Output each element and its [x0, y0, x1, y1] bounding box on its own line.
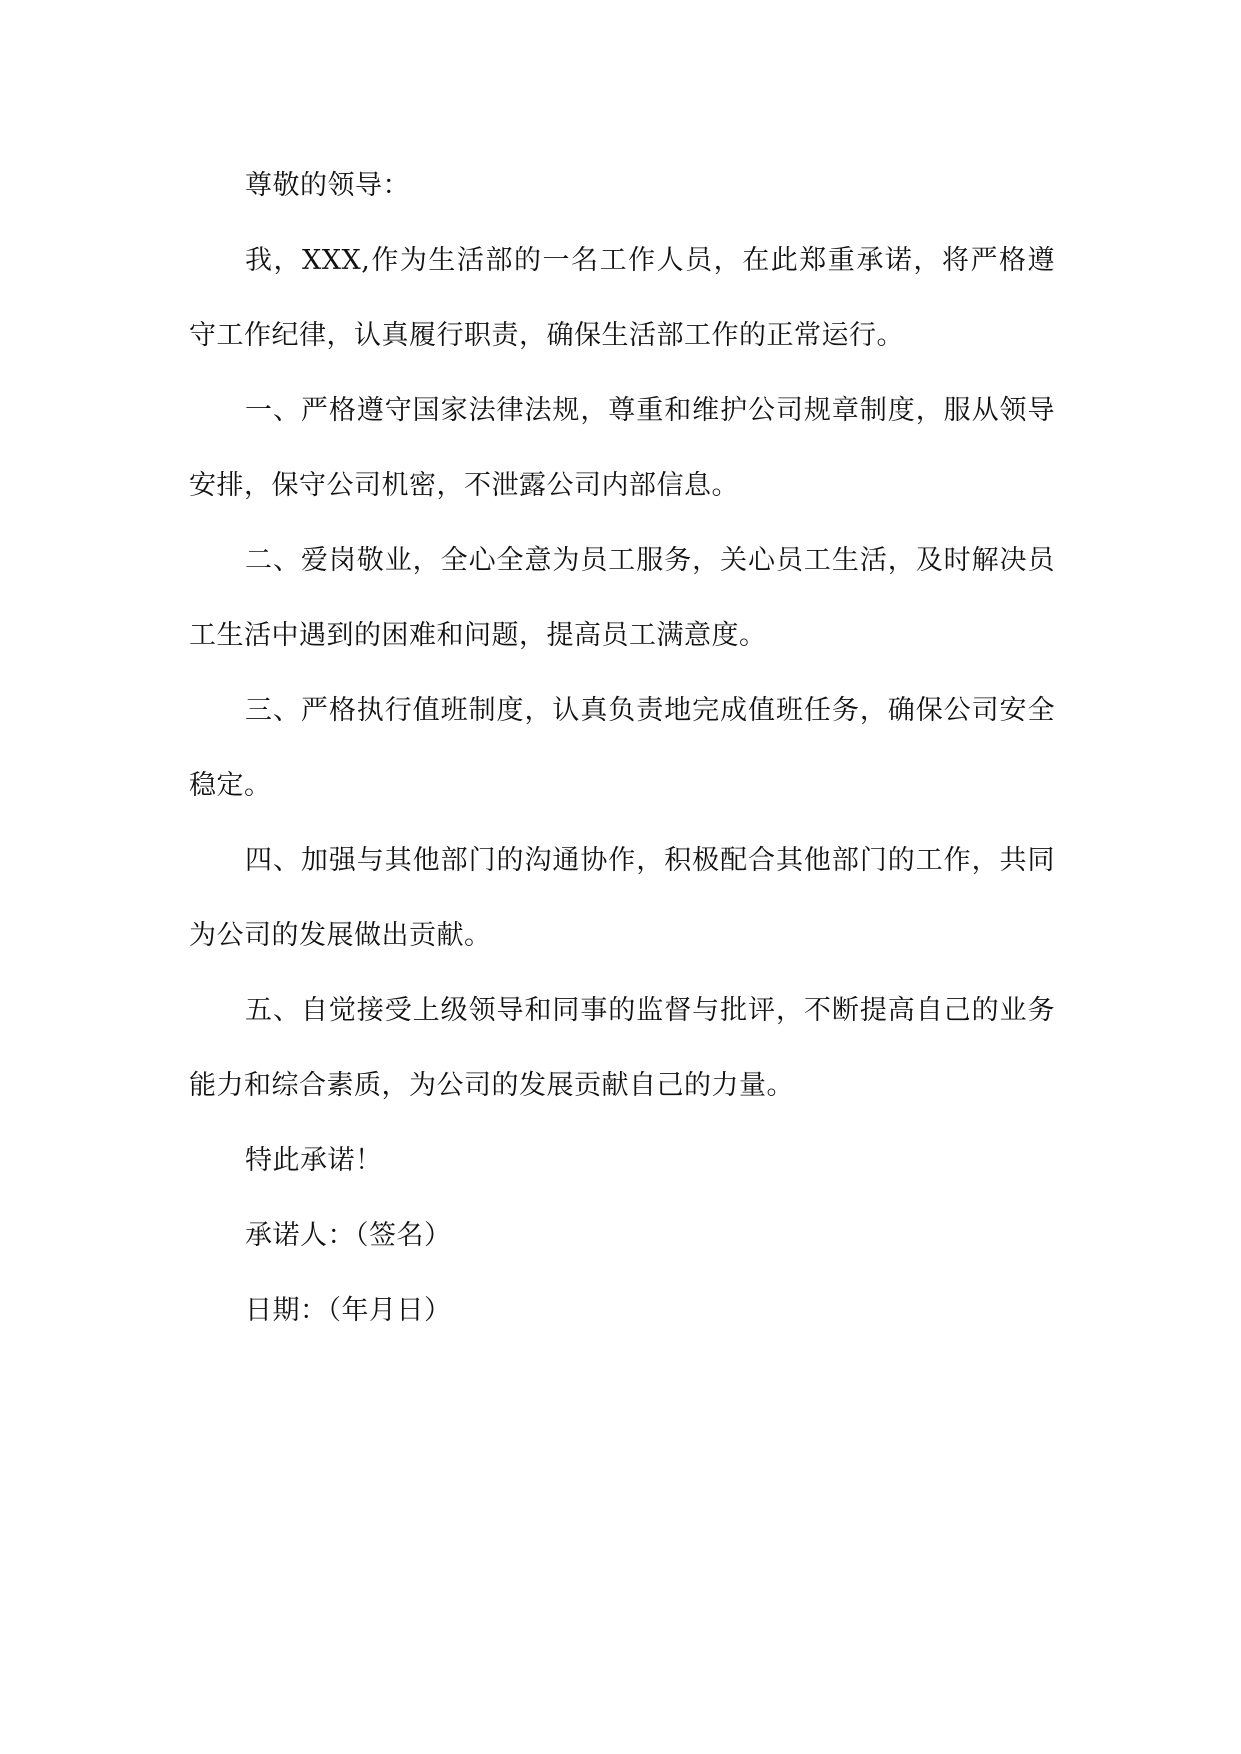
date-line: 日期：（年月日） [245, 1295, 452, 1326]
closing-line: 特此承诺！ [245, 1145, 383, 1176]
commitment-item-4: 四、加强与其他部门的沟通协作，积极配合其他部门的工作，共同为公司的发展做出贡献。 [189, 845, 1055, 951]
intro-paragraph: 我，XXX,作为生活部的一名工作人员，在此郑重承诺，将严格遵守工作纪律，认真履行职责，确保生活部工作的正常运行。 [189, 245, 1055, 351]
letter-body [189, 148, 1055, 1348]
commitment-item-2: 二、爱岗敬业，全心全意为员工服务，关心员工生活，及时解决员工生活中遇到的困难和问题，提高员工满意度。 [189, 545, 1055, 651]
commitment-item-3: 三、严格执行值班制度，认真负责地完成值班任务，确保公司安全稳定。 [189, 695, 1055, 801]
commitment-item-1: 一、严格遵守国家法律法规，尊重和维护公司规章制度，服从领导安排，保守公司机密，不泄露公司内部信息。 [189, 395, 1055, 501]
salutation: 尊敬的领导： [245, 170, 410, 201]
signer-line: 承诺人：（签名） [245, 1220, 452, 1251]
commitment-item-5: 五、自觉接受上级领导和同事的监督与批评，不断提高自己的业务能力和综合素质，为公司的发展贡献自己的力量。 [189, 995, 1055, 1101]
